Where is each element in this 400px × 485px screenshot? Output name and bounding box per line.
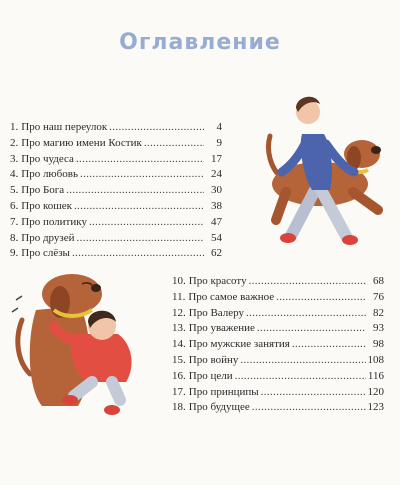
toc-leader-dots: [261, 385, 366, 401]
toc-entry-title: Про войну: [188, 353, 239, 366]
toc-leader-dots: [249, 274, 366, 290]
toc-list-right: [172, 274, 384, 416]
toc-entry-page: 116: [367, 369, 384, 382]
toc-leader-dots: [89, 215, 204, 231]
toc-entry: [172, 274, 384, 290]
toc-entry-page: 76: [373, 290, 384, 303]
toc-entry: [10, 152, 222, 168]
toc-entry: [172, 290, 384, 306]
toc-leader-dots: [72, 246, 204, 262]
toc-leader-dots: [109, 120, 204, 136]
toc-entry-title: Про красоту: [188, 275, 247, 287]
toc-entry: [10, 199, 222, 215]
toc-entry-number: 8.: [10, 231, 19, 244]
toc-leader-dots: [276, 290, 366, 306]
toc-leader-dots: [77, 231, 204, 247]
toc-entry: [172, 385, 384, 401]
toc-entry-title: Про принципы: [188, 385, 259, 398]
page-title: Оглавление: [119, 30, 281, 55]
toc-leader-dots: [74, 199, 204, 215]
toc-entry: [172, 321, 384, 337]
toc-entry-page: 93: [373, 322, 384, 335]
toc-entry-title: Про слёзы: [21, 247, 70, 260]
toc-list-left: [10, 120, 222, 262]
toc-entry-title: Про мужские занятия: [188, 338, 290, 351]
toc-leader-dots: [246, 306, 366, 322]
toc-entry-number: 11.: [172, 290, 186, 303]
toc-entry-title: Про друзей: [21, 231, 75, 244]
toc-entry-page: 98: [373, 338, 384, 351]
toc-entry: [10, 136, 222, 152]
toc-entry: [10, 120, 222, 136]
toc-entry-title: Про уважение: [188, 322, 255, 335]
toc-entry: [10, 167, 222, 183]
toc-entry-number: 12.: [172, 306, 186, 319]
toc-entry-page: 54: [211, 231, 222, 244]
toc-entry: [10, 183, 222, 199]
toc-entry-title: Про Бога: [21, 184, 65, 197]
toc-entry: [172, 353, 384, 369]
toc-entry-number: 7.: [10, 215, 19, 228]
toc-leader-dots: [240, 353, 365, 369]
boy-hugging-dog-illustration: [8, 270, 158, 428]
toc-entry-page: 24: [211, 168, 222, 181]
toc-entry-page: 47: [211, 215, 222, 228]
toc-entry-page: 17: [211, 152, 222, 165]
toc-entry-number: 6.: [10, 199, 19, 212]
toc-entry-title: Про наш переулок: [21, 121, 108, 133]
toc-entry-number: 16.: [172, 369, 186, 382]
toc-entry-title: Про любовь: [21, 168, 78, 181]
toc-leader-dots: [76, 152, 204, 168]
toc-entry-title: Про Валеру: [188, 306, 244, 319]
toc-entry: [10, 231, 222, 247]
toc-leader-dots: [292, 337, 366, 353]
toc-entry-number: 3.: [10, 152, 19, 165]
toc-entry-page: 68: [373, 275, 384, 287]
toc-entry: [10, 215, 222, 231]
toc-entry-number: 1.: [10, 121, 19, 133]
toc-entry-number: 13.: [172, 322, 186, 335]
toc-leader-dots: [80, 167, 204, 183]
toc-leader-dots: [257, 321, 366, 337]
toc-entry-page: 62: [211, 247, 222, 260]
toc-entry-title: Про чудеса: [21, 152, 74, 165]
toc-entry-page: 120: [367, 385, 384, 398]
toc-entry-page: 108: [367, 353, 384, 366]
toc-leader-dots: [66, 183, 204, 199]
toc-entry-title: Про политику: [21, 215, 87, 228]
toc-entry: [172, 369, 384, 385]
toc-entry-page: 123: [367, 401, 384, 414]
toc-entry-number: 15.: [172, 353, 186, 366]
toc-entry-title: Про цели: [188, 369, 233, 382]
toc-entry: [172, 400, 384, 416]
toc-entry-page: 82: [373, 306, 384, 319]
toc-entry-number: 18.: [172, 401, 186, 414]
toc-entry: [172, 337, 384, 353]
toc-entry-page: 30: [211, 184, 222, 197]
toc-leader-dots: [235, 369, 366, 385]
toc-entry-page: 9: [216, 136, 222, 149]
toc-entry-number: 17.: [172, 385, 186, 398]
toc-entry-title: Про будущее: [188, 401, 250, 414]
boy-walking-dog-illustration: [258, 88, 400, 248]
toc-entry-number: 4.: [10, 168, 19, 181]
toc-entry-title: Про самое важное: [188, 290, 275, 303]
toc-entry-number: 10.: [172, 275, 186, 287]
toc-entry-number: 5.: [10, 184, 19, 197]
toc-entry-number: 14.: [172, 338, 186, 351]
toc-entry: [10, 246, 222, 262]
toc-leader-dots: [252, 400, 366, 416]
toc-entry-page: 4: [216, 121, 222, 133]
toc-entry: [172, 306, 384, 322]
toc-leader-dots: [144, 136, 204, 152]
toc-entry-number: 2.: [10, 136, 19, 149]
toc-entry-title: Про магию имени Костик: [21, 136, 142, 149]
toc-entry-number: 9.: [10, 247, 19, 260]
toc-entry-page: 38: [211, 199, 222, 212]
toc-entry-title: Про кошек: [21, 199, 72, 212]
